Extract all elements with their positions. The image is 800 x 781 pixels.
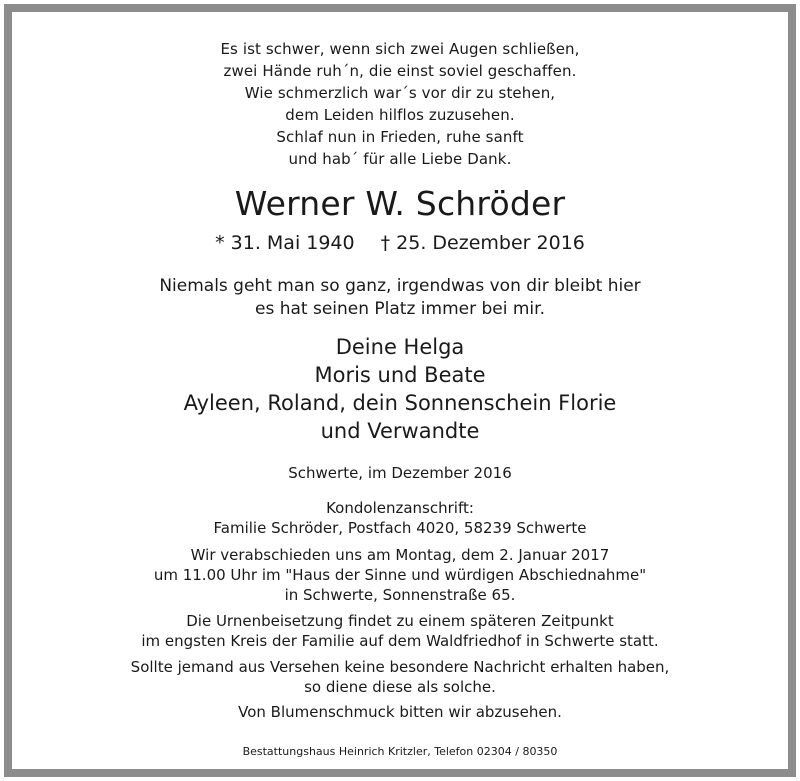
farewell-line: Wir verabschieden uns am Montag, dem 2. Januar 2017 <box>190 546 610 564</box>
poem-line: und hab´ für alle Liebe Dank. <box>288 150 512 168</box>
quote-line: Niemals geht man so ganz, irgendwas von dir bleibt hier <box>159 276 641 296</box>
notice-line: Sollte jemand aus Versehen keine besondere Nachricht erhalten haben, <box>130 658 670 676</box>
birth-date: * 31. Mai 1940 <box>215 232 355 254</box>
quote-line: es hat seinen Platz immer bei mir. <box>254 299 545 319</box>
family-line: Ayleen, Roland, dein Sonnenschein Florie <box>183 391 617 415</box>
flowers-note: Von Blumenschmuck bitten wir abzusehen. <box>238 703 562 721</box>
poem-line: zwei Hände ruh´n, die einst soviel geschaffen. <box>223 62 577 80</box>
urn-line: Die Urnenbeisetzung findet zu einem späteren Zeitpunkt <box>186 612 614 630</box>
poem-line: Es ist schwer, wenn sich zwei Augen schließen, <box>220 40 580 58</box>
family-line: Moris und Beate <box>314 363 486 387</box>
poem-line: Schlaf nun in Frieden, ruhe sanft <box>276 128 524 146</box>
deceased-name: Werner W. Schröder <box>234 184 566 223</box>
funeral-home-footer: Bestattungshaus Heinrich Kritzler, Telefon 02304 / 80350 <box>242 745 558 758</box>
family-line: und Verwandte <box>320 419 480 443</box>
urn-line: im engsten Kreis der Familie auf dem Waldfriedhof in Schwerte statt. <box>141 632 659 650</box>
life-dates <box>12 232 788 254</box>
condolence-address: Familie Schröder, Postfach 4020, 58239 Schwerte <box>213 519 587 537</box>
poem-line: dem Leiden hilflos zuzusehen. <box>285 106 515 124</box>
place-date: Schwerte, im Dezember 2016 <box>288 464 512 482</box>
farewell-line: in Schwerte, Sonnenstraße 65. <box>284 586 516 604</box>
death-date: † 25. Dezember 2016 <box>380 232 585 254</box>
farewell-line: um 11.00 Uhr im "Haus der Sinne und würdigen Abschiednahme" <box>153 566 647 584</box>
obituary-frame <box>4 4 796 777</box>
poem-line: Wie schmerzlich war´s vor dir zu stehen, <box>244 84 556 102</box>
family-line: Deine Helga <box>335 335 465 359</box>
condolence-label: Kondolenzanschrift: <box>326 499 474 517</box>
notice-line: so diene diese als solche. <box>304 678 496 696</box>
